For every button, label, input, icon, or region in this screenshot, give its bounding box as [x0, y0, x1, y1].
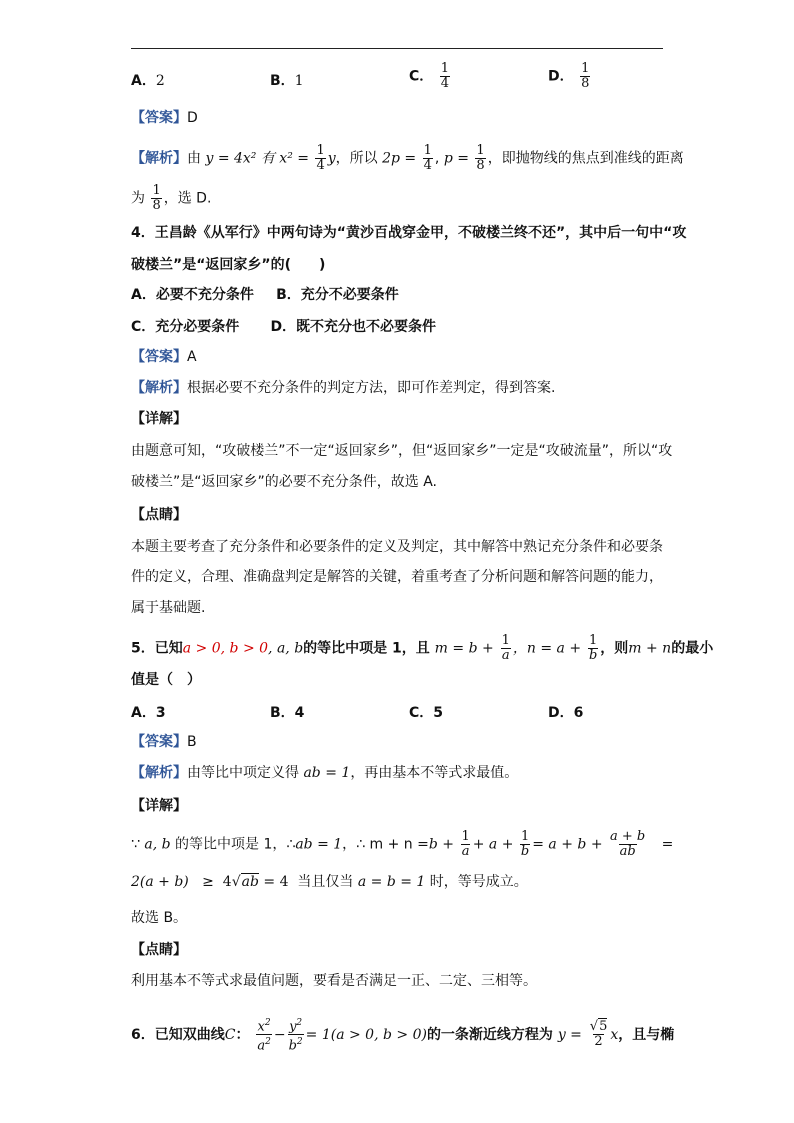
- q3-analysis: 【解析】由 y = 4x² 有 x² = $\frac{1}{4}$ y，所以 2p = $\frac{1}{4}$ , p = $\frac{1}{8}$ ，即抛物线的焦点到准线的距离: [131, 143, 684, 173]
- q4-stem-line1: 4．王昌龄《从军行》中两句诗为“黄沙百战穿金甲，不破楼兰终不还”，其中后一句中“攻: [131, 225, 687, 241]
- q3-analysis-cont: 为 $\frac{1}{8}$ ，选 D.: [131, 183, 212, 213]
- fraction: $\frac{1}{b}$: [520, 829, 530, 859]
- q5-stem-line2: 值是（ ）: [131, 672, 201, 688]
- q5-comment-tag: 【点睛】: [131, 942, 187, 958]
- q5-option-b: B．4: [270, 705, 305, 721]
- fraction: $\frac{1}{4}$: [423, 143, 432, 173]
- fraction: $\frac{1}{8}$: [476, 143, 485, 173]
- fraction: $\frac{1}{4}$: [316, 143, 325, 173]
- q4-options-row2: C．充分必要条件 D．既不充分也不必要条件: [131, 319, 437, 335]
- fraction: $\frac{1}{a}$: [501, 633, 510, 663]
- q5-detail-line1: ∵ a, b 的等比中项是 1，∴ab = 1，∴ m + n =b + $\frac{1}{a}$ + a + $\frac{1}{b}$ = a + b + $\frac{a + b}{ab}$ =: [131, 829, 674, 859]
- q5-stem-line1: 5．已知a > 0, b > 0, a, b的等比中项是 1，且 m = b + $\frac{1}{a}$ ，n = a + $\frac{1}{b}$ ，则m + n的最小: [131, 633, 714, 663]
- q6-stem: 6．已知双曲线C： $\frac{x^2}{a^2}$ − $\frac{y^2}{b^2}$ = 1(a > 0, b > 0)的一条渐近线方程为 y = $\frac{√5}{2}$ x，且与椭: [131, 1018, 675, 1054]
- q4-comment-line2: 件的定义，合理、准确盘判定是解答的关键，着重考查了分析问题和解答问题的能力，: [131, 569, 663, 585]
- fraction: $\frac{x^2}{a^2}$: [257, 1018, 271, 1054]
- q5-detail-tag: 【详解】: [131, 798, 187, 814]
- q5-answer: 【答案】B: [131, 734, 197, 750]
- header-rule: [131, 48, 663, 49]
- fraction: $\frac{a + b}{ab}$: [610, 829, 646, 859]
- fraction: $\frac{1}{b}$: [588, 633, 598, 663]
- q4-comment-line3: 属于基础题.: [131, 600, 206, 616]
- q4-options-row1: A．必要不充分条件 B．充分不必要条件: [131, 287, 399, 303]
- q4-analysis: 【解析】根据必要不充分条件的判定方法，即可作差判定，得到答案.: [131, 380, 556, 396]
- q3-option-b: B．1: [270, 73, 304, 89]
- fraction: $\frac{1}{a}$: [461, 829, 470, 859]
- q5-conclusion: 故选 B。: [131, 910, 188, 926]
- fraction: $\frac{1}{8}$: [581, 61, 590, 91]
- q3-option-a: A．2: [131, 73, 165, 89]
- q5-option-d: D．6: [548, 705, 584, 721]
- q3-option-d: D． $\frac{1}{8}$: [548, 61, 590, 91]
- fraction: $\frac{1}{4}$: [440, 61, 450, 91]
- q5-analysis: 【解析】由等比中项定义得 ab = 1，再由基本不等式求最值。: [131, 765, 519, 781]
- q5-detail-line2: 2(a + b) ≥ 4√ab = 4 当且仅当 a = b = 1 时，等号成立。: [131, 874, 528, 890]
- q4-stem-line2: 破楼兰”是“返回家乡”的( ): [131, 257, 326, 273]
- fraction: $\frac{1}{8}$: [152, 183, 161, 213]
- q4-detail-line1: 由题意可知，“攻破楼兰”不一定“返回家乡”，但“返回家乡”一定是“攻破流量”，所以“攻: [131, 443, 673, 459]
- q5-comment: 利用基本不等式求最值问题，要看是否满足一正、二定、三相等。: [131, 973, 537, 989]
- q4-comment-tag: 【点睛】: [131, 507, 187, 523]
- q3-option-c: C． $\frac{1}{4}$: [409, 61, 450, 91]
- q3-answer: 【答案】D: [131, 110, 198, 126]
- q4-comment-line1: 本题主要考查了充分条件和必要条件的定义及判定，其中解答中熟记充分条件和必要条: [131, 539, 663, 555]
- fraction: $\frac{√5}{2}$: [589, 1019, 608, 1050]
- q4-answer: 【答案】A: [131, 349, 197, 365]
- q4-detail-tag: 【详解】: [131, 411, 187, 427]
- q4-detail-line2: 破楼兰”是“返回家乡”的必要不充分条件，故选 A.: [131, 474, 437, 490]
- q5-option-c: C．5: [409, 705, 444, 721]
- fraction: $\frac{y^2}{b^2}$: [288, 1018, 303, 1054]
- q5-option-a: A．3: [131, 705, 166, 721]
